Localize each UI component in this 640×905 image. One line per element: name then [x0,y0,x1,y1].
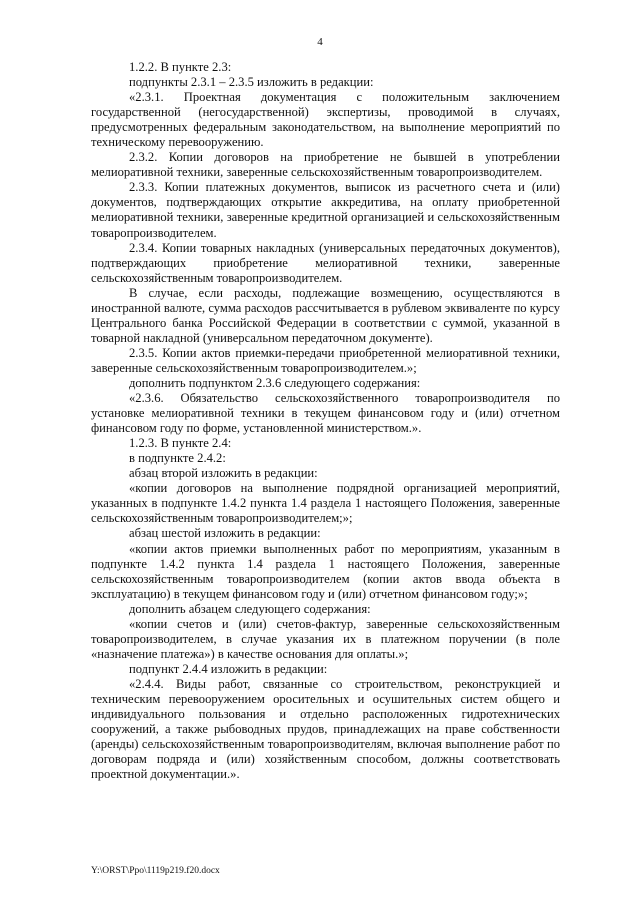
paragraph-second-abzac: абзац второй изложить в редакции: [129,466,318,481]
paragraph-contracts-copies: «копии договоров на выполнение подрядной организацией мероприятий, указанных в подпункте 1.4.2 пункта 1.4 раздела 1 настоящего Положения, заверенные сельскохозяйственным товаропроизводителем;»; [91,481,560,526]
paragraph-add-2-3-6: дополнить подпунктом 2.3.6 следующего содержания: [129,375,421,390]
document-body [91,60,560,782]
paragraph-subitem-2-4-4: подпункт 2.4.4 изложить в редакции: [129,661,328,676]
paragraph-2-3-4: 2.3.4. Копии товарных накладных (универсальных передаточных документов), подтверждающих приобретение мелиоративной техники, заверенные сельскохозяйственным товаропроизводителем. [91,240,560,285]
page-number: 4 [317,36,323,48]
paragraph-add-abzac: дополнить абзацем следующего содержания: [129,601,371,616]
paragraph-1-2-3-heading: 1.2.3. В пункте 2.4: [129,436,232,451]
paragraph-acts-copies: «копии актов приемки выполненных работ по мероприятиям, указанным в подпункте 1.4.2 пункта 1.4 раздела 1 настоящего Положения, заверенные сельскохозяйственным товаропроизводителем (копии актов ввода объекта в эксплуатацию) в текущем финансовом году и (или) отчетном финансовом году;»; [91,541,560,601]
paragraph-2-3-5: 2.3.5. Копии актов приемки-передачи приобретенной мелиоративной техники, заверенные сельскохозяйственным товаропроизводителем.»; [91,345,560,375]
footer-file-path: Y:\ORST\Ppo\1119p219.f20.docx [91,866,220,876]
paragraph-subitems-2-3-1-to-2-3-5: подпункты 2.3.1 – 2.3.5 изложить в редакции: [129,75,374,90]
paragraph-2-3-6: «2.3.6. Обязательство сельскохозяйственного товаропроизводителя по установке мелиоративной техники в текущем финансовом году и (или) отчетном финансовом году по форме, установленной министерством.». [91,391,560,436]
paragraph-2-4-4: «2.4.4. Виды работ, связанные со строительством, реконструкцией и техническим перевооружением оросительных и осушительных систем общего и индивидуального пользования и отдельно расположенных гидротехнических сооружений, а также рыбоводных прудов, принадлежащих на праве собственности (аренды) сельскохозяйственным товаропроизводителям, включая выполнение работ по договорам подряда и (или) хозяйственным способом, должны соответствовать проектной документации.». [91,676,560,782]
paragraph-2-3-1: «2.3.1. Проектная документация с положительным заключением государственной (негосударственной) экспертизы, проводимой в случаях, предусмотренных федеральным законодательством, на выполнение мероприятий по техническому перевооружению. [91,90,560,150]
paragraph-1-2-2-heading: 1.2.2. В пункте 2.3: [129,60,232,74]
paragraph-2-3-3: 2.3.3. Копии платежных документов, выписок из расчетного счета и (или) документов, подтверждающих открытие аккредитива, на оплату приобретенной мелиоративной техники, заверенные кредитной организацией и сельскохозяйственным товаропроизводителем. [91,180,560,240]
paragraph-foreign-currency: В случае, если расходы, подлежащие возмещению, осуществляются в иностранной валюте, сумма расходов рассчитывается в рублевом эквиваленте по курсу Центрального банка Российской Федерации в соответствии с суммой, указанной в товарной накладной (универсальном передаточном документе). [91,285,560,345]
paragraph-2-3-2: 2.3.2. Копии договоров на приобретение не бывшей в употреблении мелиоративной техники, заверенные сельскохозяйственным товаропроизводителем. [91,150,560,180]
paragraph-subitem-2-4-2: в подпункте 2.4.2: [129,451,226,466]
paragraph-sixth-abzac: абзац шестой изложить в редакции: [129,526,321,541]
paragraph-invoices-copies: «копии счетов и (или) счетов-фактур, заверенные сельскохозяйственным товаропроизводителем, в случае указания их в платежном поручении (в поле «назначение платежа») в качестве основания для оплаты.»; [91,616,560,661]
